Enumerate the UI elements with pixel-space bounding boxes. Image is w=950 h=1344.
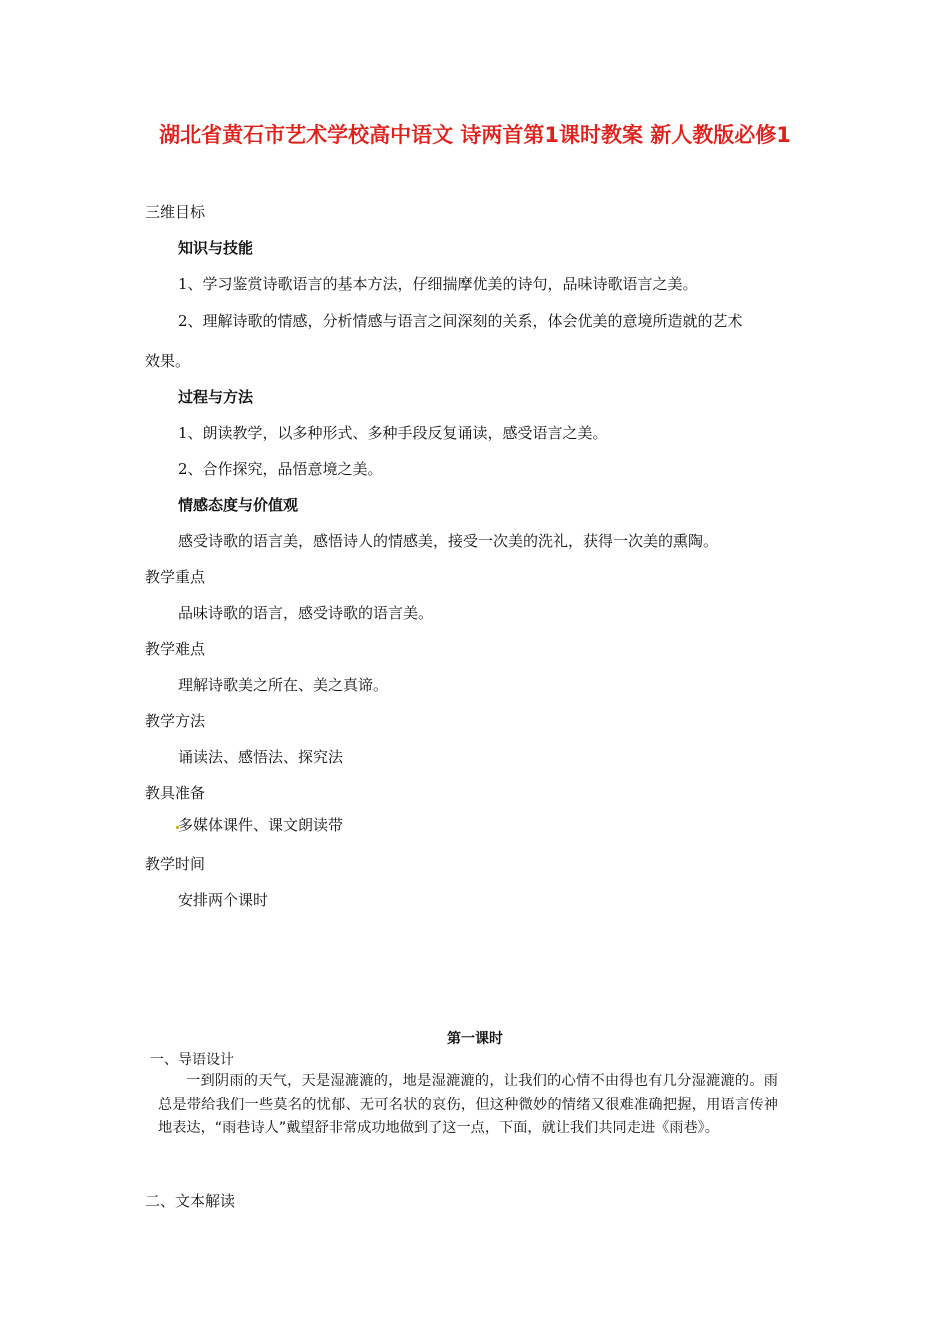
document-title: 湖北省黄石市艺术学校高中语文 诗两首第1课时教案 新人教版必修1 [159,123,791,147]
knowledge-item-1: 1、学习鉴赏诗歌语言的基本方法，仔细揣摩优美的诗句，品味诗歌语言之美。 [178,275,698,293]
tools-heading: 教具准备 [145,784,206,802]
emotion-text: 感受诗歌的语言美，感悟诗人的情感美，接受一次美的洗礼，获得一次美的熏陶。 [178,532,719,550]
time-heading: 教学时间 [145,855,206,873]
intro-heading: 一、导语设计 [150,1052,234,1068]
emotion-heading: 情感态度与价值观 [178,496,299,514]
difficulties-text: 理解诗歌美之所在、美之真谛。 [178,676,389,694]
knowledge-heading: 知识与技能 [178,239,254,257]
methods-heading: 教学方法 [145,712,206,730]
lesson-1-title: 第一课时 [447,1031,503,1047]
time-text: 安排两个课时 [178,891,269,909]
knowledge-item-2-cont: 效果。 [145,352,191,370]
knowledge-item-2: 2、理解诗歌的情感，分析情感与语言之间深刻的关系，体会优美的意境所造就的艺术 [178,312,743,330]
difficulties-heading: 教学难点 [145,640,206,658]
methods-text: 诵读法、感悟法、探究法 [178,748,344,766]
intro-text: 一到阴雨的天气，天是湿漉漉的，地是湿漉漉的，让我们的心情不由得也有几分湿漉漉的。雨总是带给我们一些莫名的忧郁、无可名状的哀伤，但这种微妙的情绪又很难准确把握，用语言传神地表达，“雨巷诗人”戴望舒非常成功地做到了这一点，下面，就让我们共同走进《雨巷》。 [158,1073,778,1136]
reading-heading: 二、文本解读 [145,1192,236,1210]
objectives-heading: 三维目标 [145,203,206,221]
key-points-text: 品味诗歌的语言，感受诗歌的语言美。 [178,604,434,622]
process-item-2: 2、合作探究，品悟意境之美。 [178,460,383,478]
process-heading: 过程与方法 [178,388,254,406]
tools-text: 多媒体课件、课文朗读带 [178,816,344,834]
key-points-heading: 教学重点 [145,568,206,586]
process-item-1: 1、朗读教学，以多种形式、多种手段反复诵读，感受语言之美。 [178,424,608,442]
